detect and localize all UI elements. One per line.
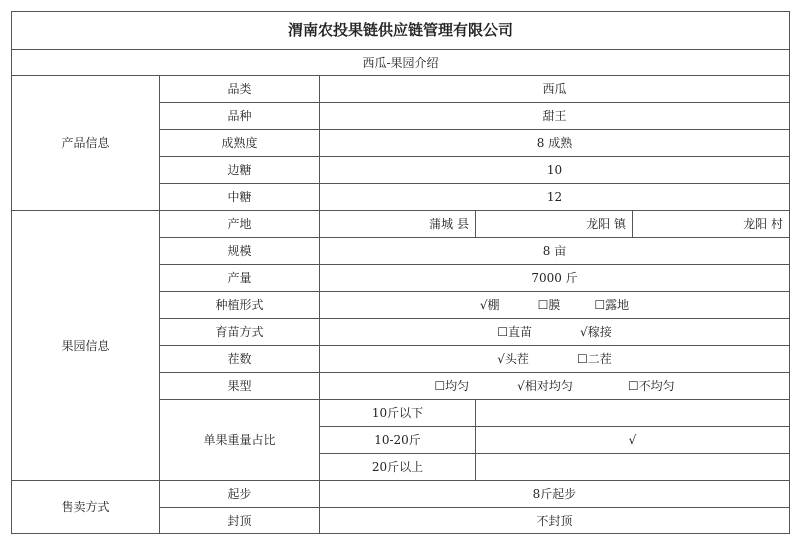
option-open-field: ☐露地 [594, 298, 630, 312]
field-label: 种植形式 [160, 292, 320, 319]
field-label: 起步 [160, 481, 320, 508]
sales-section-label: 售卖方式 [12, 481, 160, 534]
product-section-label: 产品信息 [12, 76, 160, 211]
option-direct: ☐直苗 [497, 325, 533, 339]
option-first-crop: √头茬 [497, 352, 529, 366]
orchard-row-origin [12, 211, 790, 238]
flower-options [320, 346, 790, 373]
field-label: 产量 [160, 265, 320, 292]
option-grafted: √稼接 [580, 325, 612, 339]
field-label: 茬数 [160, 346, 320, 373]
product-row-category [12, 76, 790, 103]
option-uniform: ☐均匀 [434, 379, 470, 393]
field-value: 10 [320, 157, 790, 184]
title-row [12, 12, 790, 50]
field-label: 果型 [160, 373, 320, 400]
field-label: 边糖 [160, 157, 320, 184]
weight-mark [476, 400, 790, 427]
weight-range: 10-20斤 [320, 427, 476, 454]
field-label: 单果重量占比 [160, 400, 320, 481]
weight-range: 20斤以上 [320, 454, 476, 481]
origin-county: 蒲城 县 [320, 211, 476, 238]
sales-row-minimum [12, 481, 790, 508]
option-second-crop: ☐二茬 [576, 352, 612, 366]
option-non-uniform: ☐不均匀 [627, 379, 675, 393]
option-fairly-uniform: √相对均匀 [517, 379, 573, 393]
option-film: ☐膜 [537, 298, 561, 312]
seedling-options [320, 319, 790, 346]
sheet-subtitle: 西瓜-果园介绍 [12, 50, 790, 76]
weight-mark [476, 454, 790, 481]
weight-range: 10斤以下 [320, 400, 476, 427]
shape-options [320, 373, 790, 400]
field-value: 7000 斤 [320, 265, 790, 292]
field-value: 8斤起步 [320, 481, 790, 508]
subtitle-row [12, 50, 790, 76]
field-label: 品种 [160, 103, 320, 130]
field-label: 成熟度 [160, 130, 320, 157]
field-label: 规模 [160, 238, 320, 265]
orchard-intro-sheet [11, 11, 789, 534]
field-value: 8 亩 [320, 238, 790, 265]
field-value: 8 成熟 [320, 130, 790, 157]
field-value: 12 [320, 184, 790, 211]
orchard-intro-table [11, 11, 790, 534]
orchard-section-label: 果园信息 [12, 211, 160, 481]
planting-options [320, 292, 790, 319]
field-value: 甜王 [320, 103, 790, 130]
field-value: 不封顶 [320, 508, 790, 534]
field-label: 育苗方式 [160, 319, 320, 346]
field-label: 封顶 [160, 508, 320, 534]
option-greenhouse: √棚 [479, 298, 500, 312]
company-title: 渭南农投果链供应链管理有限公司 [12, 12, 790, 50]
weight-mark: √ [476, 427, 790, 454]
field-label: 中糖 [160, 184, 320, 211]
origin-village: 龙阳 村 [633, 211, 790, 238]
field-label: 产地 [160, 211, 320, 238]
field-label: 品类 [160, 76, 320, 103]
origin-town: 龙阳 镇 [476, 211, 633, 238]
field-value: 西瓜 [320, 76, 790, 103]
